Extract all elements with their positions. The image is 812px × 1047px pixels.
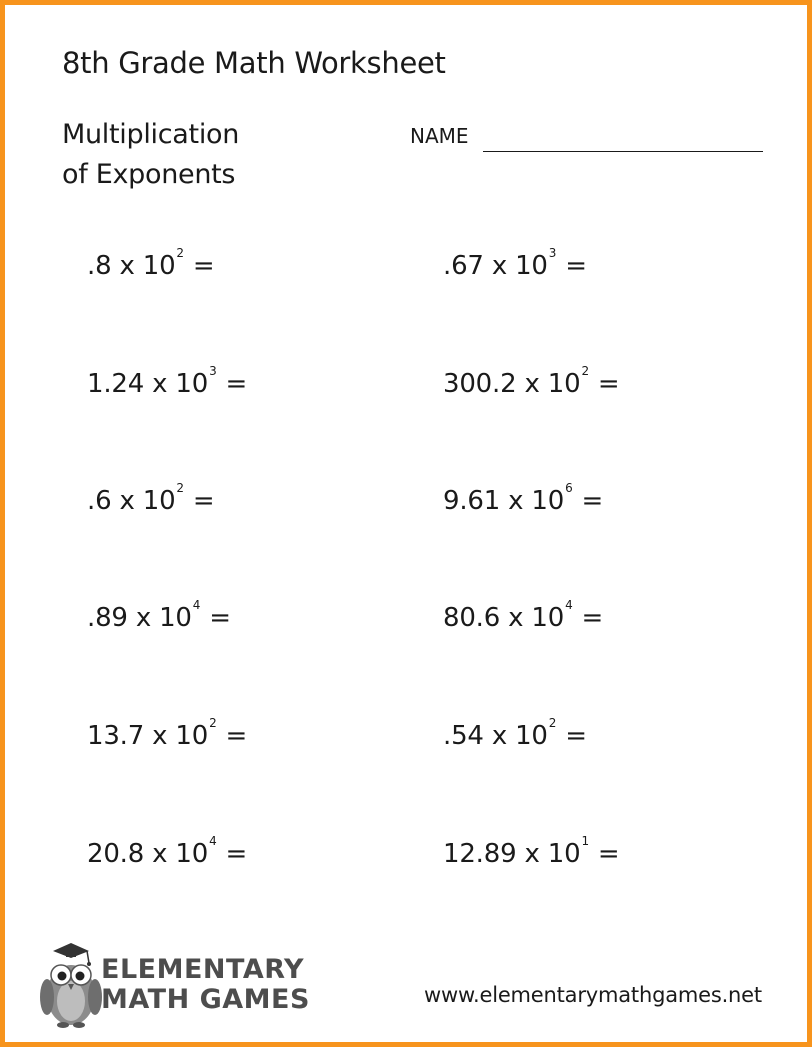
subtitle-line-1: Multiplication — [62, 119, 240, 150]
problem-base: 300.2 x 10 — [443, 369, 581, 399]
problem-right-6 — [443, 834, 619, 869]
problem-base: 13.7 x 10 — [87, 721, 209, 751]
problem-equals: = — [192, 486, 215, 516]
problem-equals: = — [565, 251, 587, 281]
problem-base: 12.89 x 10 — [443, 839, 581, 869]
problem-base: .89 x 10 — [87, 603, 192, 633]
problem-left-3 — [87, 481, 214, 516]
problem-equals: = — [225, 369, 248, 399]
problem-right-1 — [443, 246, 587, 281]
problem-exponent: 2 — [548, 716, 557, 730]
problem-left-4 — [87, 598, 231, 633]
problem-exponent: 4 — [192, 598, 201, 612]
problem-left-6 — [87, 834, 247, 869]
brand-wordmark — [101, 955, 310, 1015]
problem-base: .67 x 10 — [443, 251, 548, 281]
problem-base: 20.8 x 10 — [87, 839, 209, 869]
problem-left-1 — [87, 246, 214, 281]
problem-equals: = — [581, 603, 604, 633]
problem-exponent: 1 — [581, 834, 589, 848]
worksheet-subtitle — [62, 115, 239, 195]
problem-base: .8 x 10 — [87, 251, 176, 281]
brand-line-2: MATH GAMES — [101, 984, 310, 1015]
problem-exponent: 3 — [548, 246, 557, 260]
brand-line-1: ELEMENTARY — [101, 954, 305, 985]
problem-base: .6 x 10 — [87, 486, 176, 516]
problem-equals: = — [225, 839, 248, 869]
problem-equals: = — [192, 251, 215, 281]
problem-exponent: 4 — [565, 598, 573, 612]
problem-right-3 — [443, 481, 603, 516]
name-blank-line — [483, 151, 763, 152]
problem-exponent: 2 — [209, 716, 217, 730]
problem-left-5 — [87, 716, 247, 751]
problem-right-4 — [443, 598, 603, 633]
problem-equals: = — [597, 369, 620, 399]
problem-equals: = — [209, 603, 231, 633]
problem-exponent: 4 — [209, 834, 217, 848]
problem-exponent: 3 — [209, 364, 217, 378]
problem-equals: = — [225, 721, 248, 751]
name-label: NAME — [410, 124, 469, 148]
problem-base: 9.61 x 10 — [443, 486, 565, 516]
worksheet-title: 8th Grade Math Worksheet — [62, 46, 446, 80]
problem-exponent: 2 — [581, 364, 589, 378]
problem-base: .54 x 10 — [443, 721, 548, 751]
problem-equals: = — [581, 486, 604, 516]
problem-equals: = — [597, 839, 620, 869]
problem-exponent: 2 — [176, 246, 184, 260]
problem-base: 1.24 x 10 — [87, 369, 209, 399]
problem-base: 80.6 x 10 — [443, 603, 565, 633]
problem-equals: = — [565, 721, 587, 751]
subtitle-line-2: of Exponents — [62, 159, 236, 190]
problem-right-5 — [443, 716, 587, 751]
problem-right-2 — [443, 364, 619, 399]
problem-exponent: 2 — [176, 481, 184, 495]
problem-left-2 — [87, 364, 247, 399]
problem-exponent: 6 — [565, 481, 573, 495]
website-url: www.elementarymathgames.net — [424, 983, 762, 1007]
